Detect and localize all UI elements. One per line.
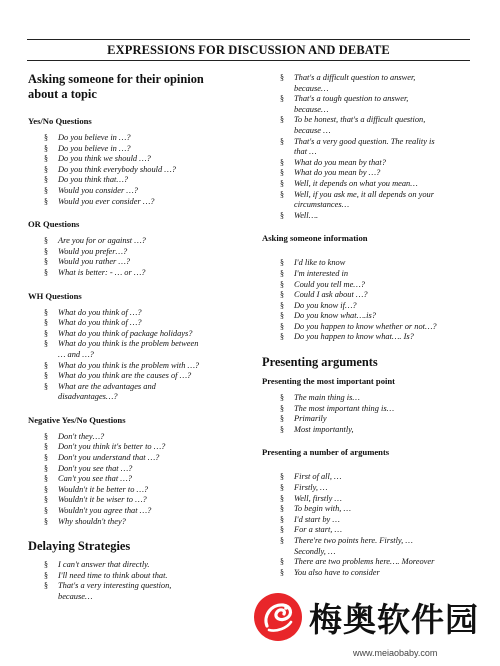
list-item-text: Well…. — [294, 210, 319, 220]
list-item — [28, 371, 248, 382]
bullet-icon: § — [280, 321, 284, 331]
list-item — [28, 236, 248, 247]
list-item — [28, 308, 248, 319]
list-item — [28, 517, 248, 528]
subhead-important-point: Presenting the most important point — [262, 376, 396, 387]
bullet-icon: § — [44, 257, 48, 267]
list-item — [28, 350, 248, 361]
bullet-icon: § — [280, 210, 284, 220]
list-item-text: Would you consider …? — [58, 185, 138, 195]
list-item — [28, 571, 248, 582]
list-item-text: Can't you see that …? — [58, 474, 132, 484]
list-item-text: Do you think we should …? — [58, 154, 151, 164]
watermark-url: www.meiaobaby.com — [353, 648, 438, 658]
list-item — [262, 94, 472, 105]
list-item-text: Firstly, … — [294, 483, 328, 493]
list-item-text: To be honest, that's a difficult question, — [294, 115, 426, 125]
dragon-logo-icon — [253, 592, 303, 642]
list-item-text: that … — [294, 147, 317, 157]
list-item-text: Don't you understand that …? — [58, 453, 160, 463]
list-item-text: Wouldn't it be better to …? — [58, 484, 149, 494]
list-item — [28, 474, 248, 485]
site-watermark — [247, 586, 500, 666]
bullet-icon: § — [280, 157, 284, 167]
list-item-text: Well, if you ask me, it all depends on your — [294, 189, 434, 199]
list-item-text: Would you rather …? — [58, 257, 131, 267]
list-yesno — [28, 133, 248, 207]
list-number-of-arguments — [262, 472, 472, 578]
list-item — [262, 84, 472, 95]
list-item-text: Do you happen to know what…. Is? — [294, 332, 414, 342]
bullet-icon: § — [280, 504, 284, 514]
section-title-delaying: Delaying Strategies — [28, 539, 131, 554]
list-item — [262, 115, 472, 126]
bullet-icon — [280, 147, 294, 158]
subhead-yesno: Yes/No Questions — [28, 116, 92, 126]
list-delaying — [28, 560, 248, 602]
bullet-icon: § — [44, 339, 48, 349]
bullet-icon: § — [280, 73, 284, 82]
list-item — [262, 568, 472, 579]
list-item — [262, 332, 472, 343]
list-or — [28, 236, 248, 278]
list-item-text: What is better: - … or …? — [58, 267, 146, 277]
list-item — [28, 506, 248, 517]
bullet-icon: § — [280, 393, 284, 403]
list-item-text: To begin with, … — [294, 504, 351, 514]
list-item — [262, 105, 472, 116]
list-item — [28, 432, 248, 443]
list-item — [262, 137, 472, 148]
right-column — [262, 73, 472, 578]
list-item-text: That's a tough question to answer, — [294, 94, 409, 104]
bullet-icon: § — [44, 484, 48, 494]
bullet-icon: § — [44, 516, 48, 526]
bullet-icon — [44, 350, 58, 361]
list-item-text: Wouldn't you agree that …? — [58, 506, 152, 516]
list-item-text: First of all, … — [294, 472, 342, 482]
bullet-icon: § — [280, 178, 284, 188]
document-title: EXPRESSIONS FOR DISCUSSION AND DEBATE — [107, 42, 390, 57]
bullet-icon: § — [44, 570, 48, 580]
bullet-icon: § — [44, 175, 48, 185]
bullet-icon: § — [280, 493, 284, 503]
list-item — [28, 392, 248, 403]
list-delaying-continued — [262, 73, 472, 221]
bullet-icon: § — [44, 495, 48, 505]
bullet-icon: § — [44, 143, 48, 153]
bullet-icon: § — [44, 463, 48, 473]
list-item — [28, 442, 248, 453]
bullet-icon: § — [280, 424, 284, 434]
list-item — [262, 147, 472, 158]
list-item — [28, 144, 248, 155]
list-item — [262, 483, 472, 494]
watermark-site-name: 梅奥软件园 — [309, 600, 479, 639]
bullet-icon: § — [44, 474, 48, 484]
list-item — [28, 186, 248, 197]
list-item — [262, 280, 472, 291]
list-item — [262, 504, 472, 515]
bullet-icon: § — [280, 414, 284, 424]
list-item — [262, 73, 472, 84]
bullet-icon: § — [280, 311, 284, 321]
bullet-icon: § — [44, 196, 48, 206]
bullet-icon: § — [44, 164, 48, 174]
section-title-opinion: Asking someone for their opinion about a topic — [28, 72, 204, 101]
bullet-icon — [280, 547, 294, 558]
list-item-text: Would you ever consider …? — [58, 196, 155, 206]
bullet-icon: § — [44, 381, 48, 391]
section-title-arguments: Presenting arguments — [262, 355, 378, 370]
bullet-icon: § — [280, 168, 284, 178]
list-item-text: Could you tell me…? — [294, 279, 365, 289]
list-item-text: because… — [294, 104, 329, 114]
list-item-text: What do you mean by that? — [294, 157, 386, 167]
list-item-text: I'll need time to think about that. — [58, 570, 168, 580]
list-item — [28, 133, 248, 144]
list-item — [28, 268, 248, 279]
list-item — [28, 154, 248, 165]
list-item-text: Well, firstly … — [294, 493, 342, 503]
list-item-text: There're two points here. Firstly, … — [294, 536, 413, 545]
subhead-asking-info: Asking someone information — [262, 233, 368, 244]
bullet-icon — [280, 126, 294, 137]
list-item — [28, 453, 248, 464]
bullet-icon: § — [280, 189, 284, 199]
list-item — [262, 404, 472, 415]
bullet-icon: § — [44, 453, 48, 463]
bullet-icon: § — [44, 133, 48, 142]
bullet-icon: § — [280, 403, 284, 413]
bullet-icon — [44, 592, 58, 603]
list-item-text: What do you mean by …? — [294, 168, 381, 178]
list-item-text: Do you believe in …? — [58, 133, 131, 142]
list-item-text: Could I ask about …? — [294, 290, 368, 300]
bullet-icon — [44, 392, 58, 403]
list-item-text: Well, it depends on what you mean… — [294, 178, 418, 188]
list-item — [262, 211, 472, 222]
bullet-icon: § — [280, 514, 284, 524]
list-item-text: Most importantly, — [294, 424, 354, 434]
list-item — [28, 257, 248, 268]
list-item-text: Don't you see that …? — [58, 463, 133, 473]
list-item-text: Do you believe in …? — [58, 143, 131, 153]
bullet-icon: § — [44, 318, 48, 328]
list-item-text: because … — [294, 125, 331, 135]
list-item-text: Don't you think it's better to …? — [58, 442, 166, 452]
bullet-icon: § — [280, 472, 284, 482]
bullet-icon — [280, 105, 294, 116]
list-item — [28, 197, 248, 208]
list-item — [262, 179, 472, 190]
list-item — [262, 414, 472, 425]
bullet-icon: § — [280, 567, 284, 577]
list-item-text: … and …? — [58, 349, 94, 359]
bullet-icon: § — [44, 442, 48, 452]
list-item — [262, 290, 472, 301]
list-item — [28, 339, 248, 350]
list-item-text: What do you think of …? — [58, 307, 142, 317]
list-item-text: What are the advantages and — [58, 381, 156, 391]
subhead-negative: Negative Yes/No Questions — [28, 414, 126, 425]
list-item — [262, 269, 472, 280]
bullet-icon: § — [44, 431, 48, 441]
list-item-text: circumstances… — [294, 200, 350, 210]
list-item-text: disadvantages…? — [58, 392, 118, 402]
list-item — [28, 175, 248, 186]
list-item-text: There are two problems here…. Moreover — [294, 557, 435, 567]
bullet-icon: § — [44, 154, 48, 164]
list-item-text: Do you happen to know whether or not…? — [294, 321, 437, 331]
bullet-icon: § — [280, 94, 284, 104]
list-item — [262, 515, 472, 526]
list-item — [262, 472, 472, 483]
bullet-icon: § — [280, 525, 284, 535]
list-item — [262, 168, 472, 179]
bullet-icon: § — [280, 300, 284, 310]
list-item-text: Do you think everybody should …? — [58, 164, 176, 174]
list-item — [28, 318, 248, 329]
list-item — [28, 165, 248, 176]
list-item — [262, 393, 472, 404]
list-item — [262, 311, 472, 322]
list-item — [28, 592, 248, 603]
bullet-icon: § — [44, 581, 48, 591]
list-item-text: The most important thing is… — [294, 403, 395, 413]
document-title-bar — [27, 39, 470, 61]
bullet-icon: § — [44, 360, 48, 370]
list-item — [262, 301, 472, 312]
list-negative — [28, 432, 248, 527]
bullet-icon: § — [44, 560, 48, 570]
list-item-text: because… — [58, 592, 93, 601]
list-wh — [28, 308, 248, 403]
list-item-text: Would you prefer…? — [58, 246, 128, 256]
bullet-icon: § — [280, 290, 284, 300]
list-item — [262, 425, 472, 436]
list-item-text: For a start, … — [294, 525, 342, 535]
list-item-text: Do you know what….is? — [294, 311, 376, 321]
bullet-icon: § — [280, 268, 284, 278]
list-item-text: I'd like to know — [294, 258, 346, 268]
bullet-icon: § — [44, 307, 48, 317]
list-item-text: I'd start by … — [294, 514, 340, 524]
bullet-icon: § — [280, 332, 284, 342]
list-item — [28, 382, 248, 393]
list-item-text: That's a very interesting question, — [58, 581, 172, 591]
list-item — [262, 494, 472, 505]
bullet-icon — [280, 84, 294, 95]
bullet-icon: § — [280, 136, 284, 146]
list-item — [262, 547, 472, 558]
bullet-icon — [280, 200, 294, 211]
list-item-text: Do you think that…? — [58, 175, 129, 185]
left-column — [28, 72, 248, 603]
bullet-icon: § — [280, 258, 284, 268]
list-item-text: Wouldn't it be wiser to …? — [58, 495, 147, 505]
list-item — [28, 485, 248, 496]
bullet-icon: § — [44, 267, 48, 277]
list-item-text: What do you think is the problem between — [58, 339, 199, 349]
list-item-text: What do you think of package holidays? — [58, 328, 193, 338]
bullet-icon: § — [280, 536, 284, 545]
list-item — [262, 322, 472, 333]
bullet-icon: § — [44, 328, 48, 338]
list-item — [262, 200, 472, 211]
list-item — [262, 536, 472, 547]
bullet-icon: § — [44, 185, 48, 195]
list-item-text: I can't answer that directly. — [58, 560, 150, 570]
list-item-text: Don't they…? — [58, 431, 105, 441]
list-item-text: What do you think are the causes of …? — [58, 371, 192, 381]
list-item — [262, 557, 472, 568]
list-item-text: Do you know if…? — [294, 300, 357, 310]
subhead-or: OR Questions — [28, 219, 80, 230]
list-item-text: I'm interested in — [294, 268, 349, 278]
list-item-text: Why shouldn't they? — [58, 516, 126, 526]
list-item — [262, 190, 472, 201]
bullet-icon: § — [44, 246, 48, 256]
bullet-icon: § — [280, 279, 284, 289]
list-item-text: That's a very good question. The reality is — [294, 136, 435, 146]
subhead-wh: WH Questions — [28, 290, 82, 301]
list-item-text: What do you think is the problem with …? — [58, 360, 200, 370]
bullet-icon: § — [280, 483, 284, 493]
bullet-icon: § — [280, 115, 284, 125]
list-asking-info — [262, 258, 472, 343]
bullet-icon: § — [44, 506, 48, 516]
list-item-text: That's a difficult question to answer, — [294, 73, 416, 82]
list-item — [28, 464, 248, 475]
list-item-text: Primarily — [294, 414, 327, 424]
list-item-text: Are you for or against …? — [58, 236, 146, 246]
list-item — [262, 525, 472, 536]
list-item-text: The main thing is… — [294, 393, 360, 403]
list-item — [28, 581, 248, 592]
bullet-icon: § — [280, 557, 284, 567]
list-item — [262, 158, 472, 169]
list-item — [262, 126, 472, 137]
list-item-text: Secondly, … — [294, 546, 336, 556]
list-item — [262, 258, 472, 269]
list-item-text: What do you think of …? — [58, 318, 142, 328]
list-important-point — [262, 393, 472, 435]
bullet-icon: § — [44, 236, 48, 246]
list-item-text: because… — [294, 83, 329, 93]
list-item — [28, 329, 248, 340]
list-item — [28, 361, 248, 372]
list-item — [28, 495, 248, 506]
list-item — [28, 247, 248, 258]
subhead-number-of-arguments: Presenting a number of arguments — [262, 447, 390, 458]
list-item-text: You also have to consider — [294, 567, 380, 577]
list-item — [28, 560, 248, 571]
bullet-icon: § — [44, 371, 48, 381]
